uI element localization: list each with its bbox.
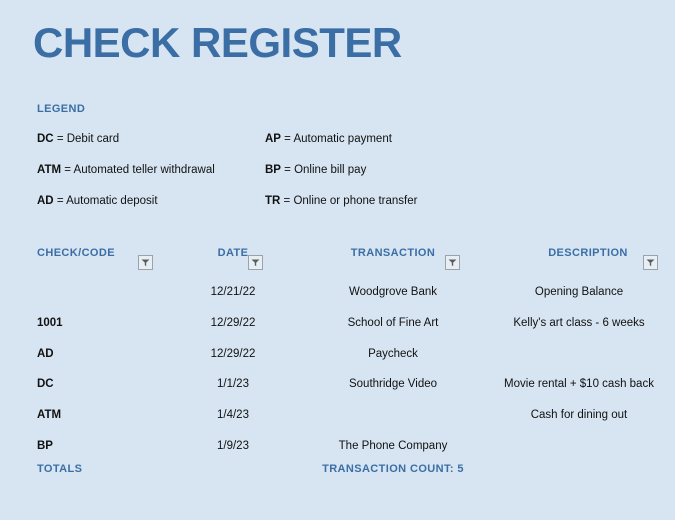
legend-row: [37, 133, 637, 164]
legend-description: Online bill pay: [294, 164, 367, 176]
legend-entry-dc: [37, 133, 265, 145]
cell-check-code: AD: [37, 347, 54, 360]
table-row[interactable]: [33, 402, 653, 433]
page-title: CHECK REGISTER: [33, 19, 402, 66]
cell-transaction: Woodgrove Bank: [348, 286, 437, 298]
legend-grid: [37, 133, 637, 226]
totals-label: TOTALS: [37, 463, 83, 475]
cell-check-code: DC: [37, 378, 54, 391]
legend-description: Debit card: [66, 133, 120, 145]
cell-transaction: School of Fine Art: [347, 316, 439, 329]
cell-check-code: BP: [37, 439, 53, 452]
totals-row: [33, 463, 653, 483]
legend-code: AP: [265, 133, 281, 145]
legend-separator: =: [53, 195, 67, 207]
legend-entry-ap: [265, 133, 392, 145]
cell-date: 12/21/22: [210, 286, 256, 298]
legend-separator: =: [53, 133, 67, 145]
table-header-row: [33, 243, 653, 279]
table-row[interactable]: [33, 310, 653, 341]
legend-separator: =: [280, 164, 295, 176]
column-header-description: DESCRIPTION: [548, 247, 628, 259]
cell-check-code: 1001: [37, 316, 63, 329]
cell-transaction: The Phone Company: [338, 439, 448, 452]
column-header-transaction: TRANSACTION: [350, 247, 436, 259]
register-table: [33, 243, 653, 464]
legend-entry-ad: [37, 195, 265, 207]
legend-separator: =: [280, 195, 294, 207]
legend-code: ATM: [37, 164, 62, 176]
legend-separator: =: [61, 164, 74, 176]
legend-description: Online or phone transfer: [293, 195, 418, 207]
cell-description: Cash for dining out: [530, 409, 628, 422]
table-row[interactable]: [33, 371, 653, 402]
cell-transaction: Southridge Video: [348, 378, 438, 391]
cell-date: 1/1/23: [217, 378, 249, 391]
filter-dropdown-icon-check-code[interactable]: [138, 255, 153, 270]
legend-code: BP: [265, 164, 281, 176]
legend-description: Automatic deposit: [66, 195, 158, 207]
legend-description: Automatic payment: [293, 133, 392, 145]
filter-dropdown-icon-transaction[interactable]: [445, 255, 460, 270]
cell-date: 1/4/23: [217, 409, 249, 422]
cell-date: 1/9/23: [217, 439, 249, 452]
transaction-count: TRANSACTION COUNT: 5: [322, 463, 464, 475]
cell-description: Opening Balance: [534, 286, 624, 298]
column-header-check-code: CHECK/CODE: [37, 247, 115, 259]
cell-date: 12/29/22: [210, 316, 256, 329]
legend-entry-bp: [265, 164, 366, 176]
cell-description: Kelly's art class - 6 weeks: [513, 316, 645, 329]
filter-dropdown-icon-description[interactable]: [643, 255, 658, 270]
cell-transaction: Paycheck: [368, 347, 418, 360]
table-row[interactable]: [33, 279, 653, 310]
legend-separator: =: [280, 133, 294, 145]
legend-code: AD: [37, 195, 54, 207]
table-row[interactable]: [33, 433, 653, 464]
cell-check-code: ATM: [37, 409, 62, 422]
legend-row: [37, 164, 637, 195]
legend-entry-atm: [37, 164, 265, 176]
legend-code: DC: [37, 133, 54, 145]
cell-date: 12/29/22: [210, 347, 256, 360]
legend-description: Automated teller withdrawal: [73, 164, 215, 176]
table-row[interactable]: [33, 341, 653, 372]
column-header-date: DATE: [217, 247, 249, 259]
legend-heading: LEGEND: [37, 103, 86, 115]
filter-dropdown-icon-date[interactable]: [248, 255, 263, 270]
cell-description: Movie rental + $10 cash back: [504, 378, 654, 391]
legend-code: TR: [265, 195, 281, 207]
legend-entry-tr: [265, 195, 417, 207]
legend-row: [37, 195, 637, 226]
